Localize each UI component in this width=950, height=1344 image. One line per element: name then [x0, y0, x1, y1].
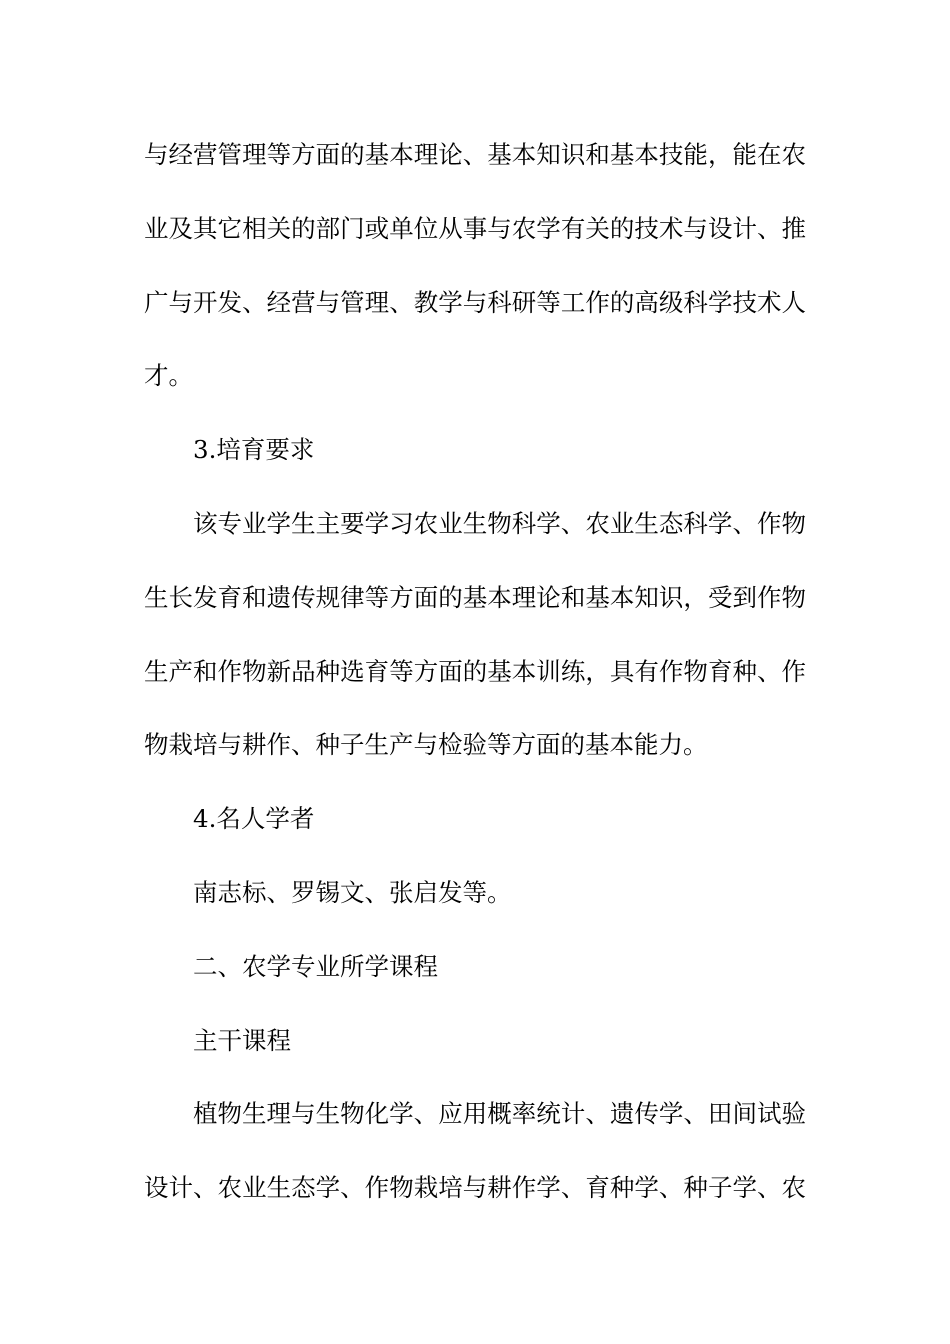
text-line: 生长发育和遗传规律等方面的基本理论和基本知识，受到作物 — [144, 582, 806, 612]
text-line: 生产和作物新品种选育等方面的基本训练，具有作物育种、作 — [144, 656, 806, 686]
text-line: 设计、农业生态学、作物栽培与耕作学、育种学、种子学、农 — [144, 1173, 806, 1203]
text-line: 才。 — [144, 361, 193, 391]
heading-training-requirements: 3.培育要求 — [193, 435, 315, 465]
text-line: 与经营管理等方面的基本理论、基本知识和基本技能，能在农 — [144, 140, 806, 169]
heading-main-courses: 主干课程 — [193, 1025, 291, 1055]
paragraph-scholars: 南志标、罗锡文、张启发等。 — [193, 877, 512, 907]
text-line: 该专业学生主要学习农业生物科学、农业生态科学、作物 — [193, 508, 806, 538]
document-body — [144, 118, 806, 1225]
paragraph-main-courses — [144, 1077, 806, 1225]
text-line: 业及其它相关的部门或单位从事与农学有关的技术与设计、推 — [144, 213, 806, 243]
paragraph-training-requirements — [144, 487, 806, 782]
text-line: 广与开发、经营与管理、教学与科研等工作的高级科学技术人 — [144, 287, 806, 317]
text-line: 植物生理与生物化学、应用概率统计、遗传学、田间试验 — [193, 1099, 806, 1129]
paragraph-training-goal-continued — [144, 118, 806, 413]
heading-famous-scholars: 4.名人学者 — [193, 804, 315, 834]
text-line: 物栽培与耕作、种子生产与检验等方面的基本能力。 — [144, 730, 708, 760]
section-title-courses: 二、农学专业所学课程 — [193, 951, 438, 981]
